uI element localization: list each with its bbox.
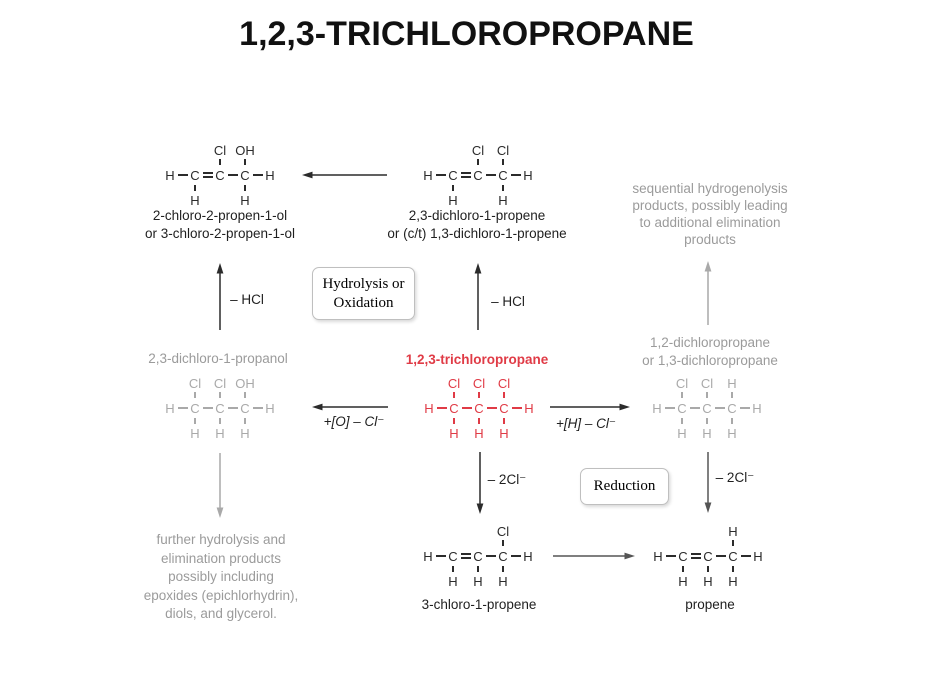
- substituent-label: Cl: [472, 375, 486, 391]
- atom-label: H: [265, 167, 275, 183]
- reduction-box: Reduction: [580, 468, 669, 505]
- atom-label: C: [448, 167, 458, 183]
- substituent-label: H: [728, 573, 738, 589]
- atom-label: C: [677, 400, 687, 416]
- atom-label: C: [702, 400, 712, 416]
- substituent-label: H: [190, 192, 200, 208]
- substituent-label: H: [190, 425, 200, 441]
- atom-label: C: [449, 400, 459, 416]
- atom-label: H: [165, 400, 175, 416]
- atom-label: C: [473, 548, 483, 564]
- arrow-label-minus-2cl-center: – 2Cl⁻: [487, 472, 527, 487]
- label-2-3-dichloro-1-propene: 2,3-dichloro-1-propene or (c/t) 1,3-dichloro-1-propene: [387, 208, 567, 241]
- substituent-label: Cl: [675, 375, 689, 391]
- atom-label: H: [523, 548, 533, 564]
- substituent-label: H: [498, 192, 508, 208]
- slide-title: 1,2,3-TRICHLOROPROPANE: [239, 15, 694, 53]
- label-1-2-3-trichloropropane: 1,2,3-trichloropropane: [405, 352, 549, 367]
- substituent-label: Cl: [188, 375, 202, 391]
- atom-label: C: [190, 400, 200, 416]
- substituent-label: H: [448, 192, 458, 208]
- arrow-label-minus-2cl-right: – 2Cl⁻: [715, 470, 755, 485]
- substituent-label: H: [727, 375, 737, 391]
- atom-label: C: [448, 548, 458, 564]
- atom-label: C: [474, 400, 484, 416]
- atom-label: H: [265, 400, 275, 416]
- substituent-label: OH: [235, 375, 255, 391]
- substituent-label: H: [240, 425, 250, 441]
- label-2-3-dichloro-1-propanol: 2,3-dichloro-1-propanol: [148, 351, 288, 366]
- substituent-label: H: [215, 425, 225, 441]
- substituent-label: H: [703, 573, 713, 589]
- atom-label: C: [728, 548, 738, 564]
- substituent-label: H: [678, 573, 688, 589]
- substituent-label: Cl: [213, 142, 227, 158]
- arrow-label-plus-o-minus-cl: +[O] – Cl⁻: [323, 414, 385, 429]
- substituent-label: Cl: [447, 375, 461, 391]
- atom-label: C: [215, 400, 225, 416]
- atom-label: C: [727, 400, 737, 416]
- substituent-label: H: [240, 192, 250, 208]
- substituent-label: H: [448, 573, 458, 589]
- substituent-label: OH: [235, 142, 255, 158]
- note-sequential-hydrogenolysis: sequential hydrogenolysis products, possibly leading to additional elimination products: [632, 181, 788, 247]
- atom-label: H: [423, 548, 433, 564]
- substituent-label: Cl: [700, 375, 714, 391]
- arrow-label-plus-h-minus-cl: +[H] – Cl⁻: [555, 416, 617, 431]
- atom-label: H: [753, 548, 763, 564]
- atom-label: C: [703, 548, 713, 564]
- label-1-2-dichloropropane: 1,2-dichloropropane or 1,3-dichloropropane: [642, 335, 778, 368]
- atom-label: C: [190, 167, 200, 183]
- substituent-label: H: [728, 523, 738, 539]
- atom-label: C: [473, 167, 483, 183]
- label-3-chloro-1-propene: 3-chloro-1-propene: [421, 597, 537, 612]
- atom-label: C: [498, 167, 508, 183]
- substituent-label: H: [727, 425, 737, 441]
- substituent-label: H: [702, 425, 712, 441]
- substituent-label: H: [498, 573, 508, 589]
- atom-label: C: [498, 548, 508, 564]
- atom-label: H: [424, 400, 434, 416]
- atom-label: H: [523, 167, 533, 183]
- substituent-label: Cl: [213, 375, 227, 391]
- arrow-label-minus-hcl-center: – HCl: [491, 294, 525, 309]
- atom-label: C: [499, 400, 509, 416]
- label-2-chloro-2-propen-1-ol: 2-chloro-2-propen-1-ol or 3-chloro-2-propen-1-ol: [144, 208, 296, 241]
- label-propene: propene: [685, 597, 735, 612]
- atom-label: C: [678, 548, 688, 564]
- atom-label: H: [752, 400, 762, 416]
- substituent-label: H: [473, 573, 483, 589]
- arrow-label-minus-hcl-left: – HCl: [230, 292, 264, 307]
- substituent-label: Cl: [471, 142, 485, 158]
- atom-label: H: [423, 167, 433, 183]
- substituent-label: Cl: [497, 375, 511, 391]
- substituent-label: H: [449, 425, 459, 441]
- atom-label: H: [652, 400, 662, 416]
- substituent-label: Cl: [496, 523, 510, 539]
- atom-label: C: [215, 167, 225, 183]
- atom-label: H: [653, 548, 663, 564]
- atom-label: H: [165, 167, 175, 183]
- atom-label: H: [524, 400, 534, 416]
- substituent-label: Cl: [496, 142, 510, 158]
- substituent-label: H: [499, 425, 509, 441]
- atom-label: C: [240, 400, 250, 416]
- note-further-hydrolysis: further hydrolysis and elimination products possibly including epoxides (epichlorhydrin), diols, and glycerol.: [143, 532, 299, 621]
- hydrolysis-oxidation-box: Hydrolysis or Oxidation: [312, 267, 415, 320]
- substituent-label: H: [677, 425, 687, 441]
- substituent-label: H: [474, 425, 484, 441]
- atom-label: C: [240, 167, 250, 183]
